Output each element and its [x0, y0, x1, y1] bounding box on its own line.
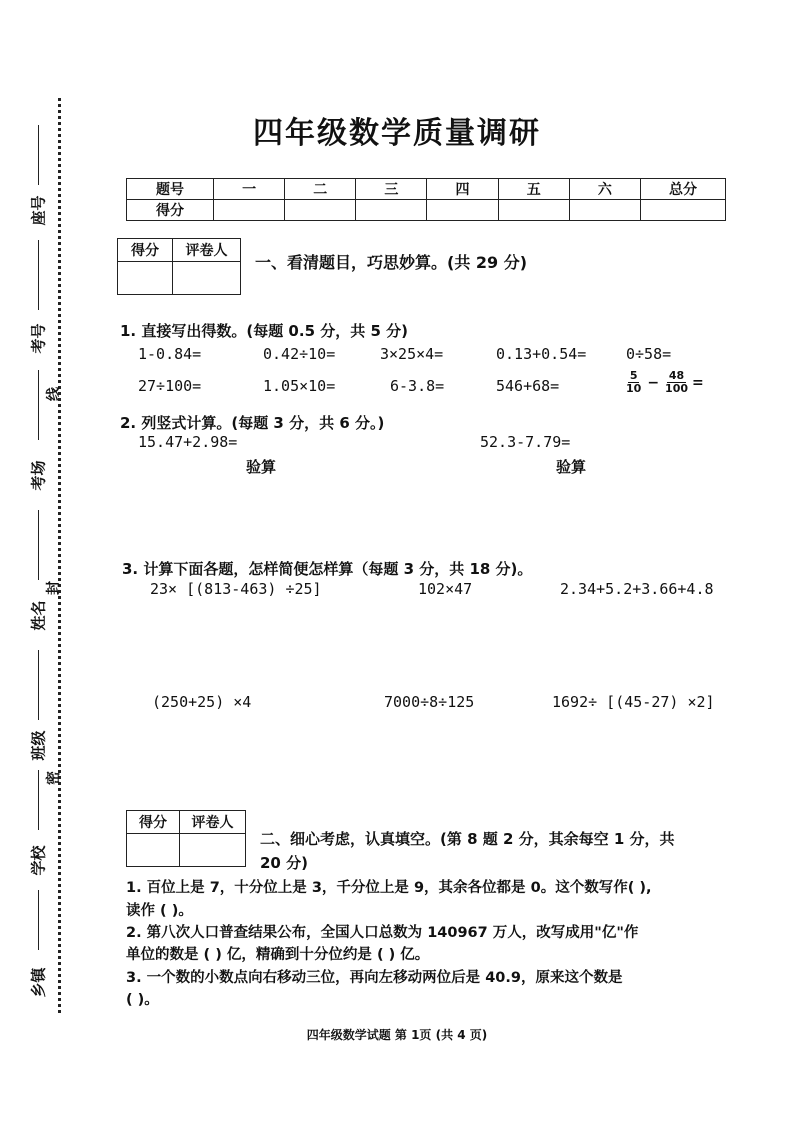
seal-line-char: 线: [46, 387, 62, 401]
section2-line: 读作 ( )。: [126, 903, 193, 919]
q3-item: 1692÷ [(45-27) ×2]: [552, 693, 715, 711]
section2-heading-line1: 二、细心考虑，认真填空。(第 8 题 2 分，其余每空 1 分，共: [260, 830, 675, 848]
section2-heading-line2: 20 分): [260, 854, 308, 872]
grader-box-section1: [117, 238, 241, 295]
fraction-a-numerator: 5: [629, 369, 638, 382]
town-label: 乡镇: [29, 967, 48, 998]
fraction-a-denominator: 10: [626, 382, 642, 395]
score-cell[interactable]: [641, 200, 726, 221]
exam-id-line: [38, 240, 39, 310]
page-title: 四年级数学质量调研: [253, 116, 541, 151]
binding-dotted-line: [58, 98, 61, 1013]
school-line: [38, 770, 39, 830]
q1-item: 0÷58=: [626, 345, 672, 363]
score-table-header-cell: 题号: [127, 179, 214, 200]
score-table-header-cell: 五: [498, 179, 569, 200]
grader-box-score-cell[interactable]: [118, 262, 173, 295]
grader-box-score-label: 得分: [127, 811, 180, 834]
q1-item: 6-3.8=: [390, 377, 445, 395]
seal-seal-char: 封: [46, 581, 62, 595]
score-cell[interactable]: [356, 200, 427, 221]
town-line: [38, 890, 39, 950]
q2-item: 52.3-7.79=: [480, 433, 571, 451]
q1-item: 0.42÷10=: [263, 345, 336, 363]
section1-heading: 一、看清题目，巧思妙算。(共 29 分): [255, 253, 528, 272]
fraction-equals: =: [692, 374, 704, 391]
q1-label: 1. 直接写出得数。(每题 0.5 分，共 5 分): [120, 322, 408, 340]
q3-item: 2.34+5.2+3.66+4.8: [560, 580, 714, 598]
q1-item: 3×25×4=: [380, 345, 444, 363]
score-table: [126, 178, 726, 221]
section2-line: 2. 第八次人口普查结果公布，全国人口总数为 140967 万人，改写成用"亿"作: [126, 925, 639, 941]
grader-box-score-cell[interactable]: [127, 834, 180, 867]
score-table-header-cell: 总分: [641, 179, 726, 200]
q3-label: 3. 计算下面各题，怎样简便怎样算（每题 3 分，共 18 分)。: [122, 560, 533, 578]
q2-label: 2. 列竖式计算。(每题 3 分，共 6 分。): [120, 414, 385, 432]
score-table-header-cell: 二: [285, 179, 356, 200]
score-table-header-row: [127, 179, 726, 200]
fraction-b: [665, 370, 688, 395]
score-cell[interactable]: [285, 200, 356, 221]
class-label: 班级: [29, 730, 48, 761]
q3-item: 23× [(813-463) ÷25]: [150, 580, 322, 598]
score-table-row-label: 得分: [127, 200, 214, 221]
grader-box-score-label: 得分: [118, 239, 173, 262]
fraction-operator: −: [647, 374, 660, 391]
fraction-b-denominator: 100: [665, 382, 689, 395]
q2-item: 15.47+2.98=: [138, 433, 238, 451]
seal-secret-char: 密: [46, 771, 62, 785]
grader-box-grader-label: 评卷人: [173, 239, 241, 262]
score-table-header-cell: 一: [214, 179, 285, 200]
class-line: [38, 650, 39, 720]
grader-box-grader-label: 评卷人: [180, 811, 246, 834]
q3-item: (250+25) ×4: [152, 693, 252, 711]
q1-item: 0.13+0.54=: [496, 345, 587, 363]
q2-check-label: 验算: [246, 458, 277, 476]
grader-box-grader-cell[interactable]: [173, 262, 241, 295]
q1-item: 1-0.84=: [138, 345, 202, 363]
score-table-score-row: [127, 200, 726, 221]
exam-room-line: [38, 370, 39, 440]
score-cell[interactable]: [214, 200, 285, 221]
grader-box-section2: [126, 810, 246, 867]
q3-item: 102×47: [418, 580, 473, 598]
fraction-b-numerator: 48: [668, 369, 685, 382]
q1-fraction-item: [626, 370, 704, 395]
fraction-a: [626, 370, 641, 395]
score-cell[interactable]: [427, 200, 498, 221]
exam-room-label: 考场: [29, 460, 48, 491]
name-line: [38, 510, 39, 580]
score-table-header-cell: 三: [356, 179, 427, 200]
q2-check-label: 验算: [556, 458, 587, 476]
section2-line: 3. 一个数的小数点向右移动三位，再向左移动两位后是 40.9，原来这个数是: [126, 970, 623, 986]
section2-line: 单位的数是 ( ) 亿，精确到十分位约是 ( ) 亿。: [126, 947, 430, 963]
section2-line: ( )。: [126, 992, 159, 1008]
score-cell[interactable]: [569, 200, 640, 221]
school-label: 学校: [29, 845, 48, 876]
page-footer: 四年级数学试题 第 1页 (共 4 页): [306, 1028, 488, 1042]
q1-item: 546+68=: [496, 377, 560, 395]
seat-number-label: 座号: [29, 195, 48, 226]
name-label: 姓名: [29, 600, 48, 631]
exam-id-label: 考号: [29, 323, 48, 354]
grader-box-grader-cell[interactable]: [180, 834, 246, 867]
score-cell[interactable]: [498, 200, 569, 221]
section2-line: 1. 百位上是 7，十分位上是 3，千分位上是 9，其余各位都是 0。这个数写作( ),: [126, 880, 652, 896]
score-table-header-cell: 六: [569, 179, 640, 200]
q1-item: 1.05×10=: [263, 377, 336, 395]
q3-item: 7000÷8÷125: [384, 693, 475, 711]
q1-item: 27÷100=: [138, 377, 202, 395]
score-table-header-cell: 四: [427, 179, 498, 200]
